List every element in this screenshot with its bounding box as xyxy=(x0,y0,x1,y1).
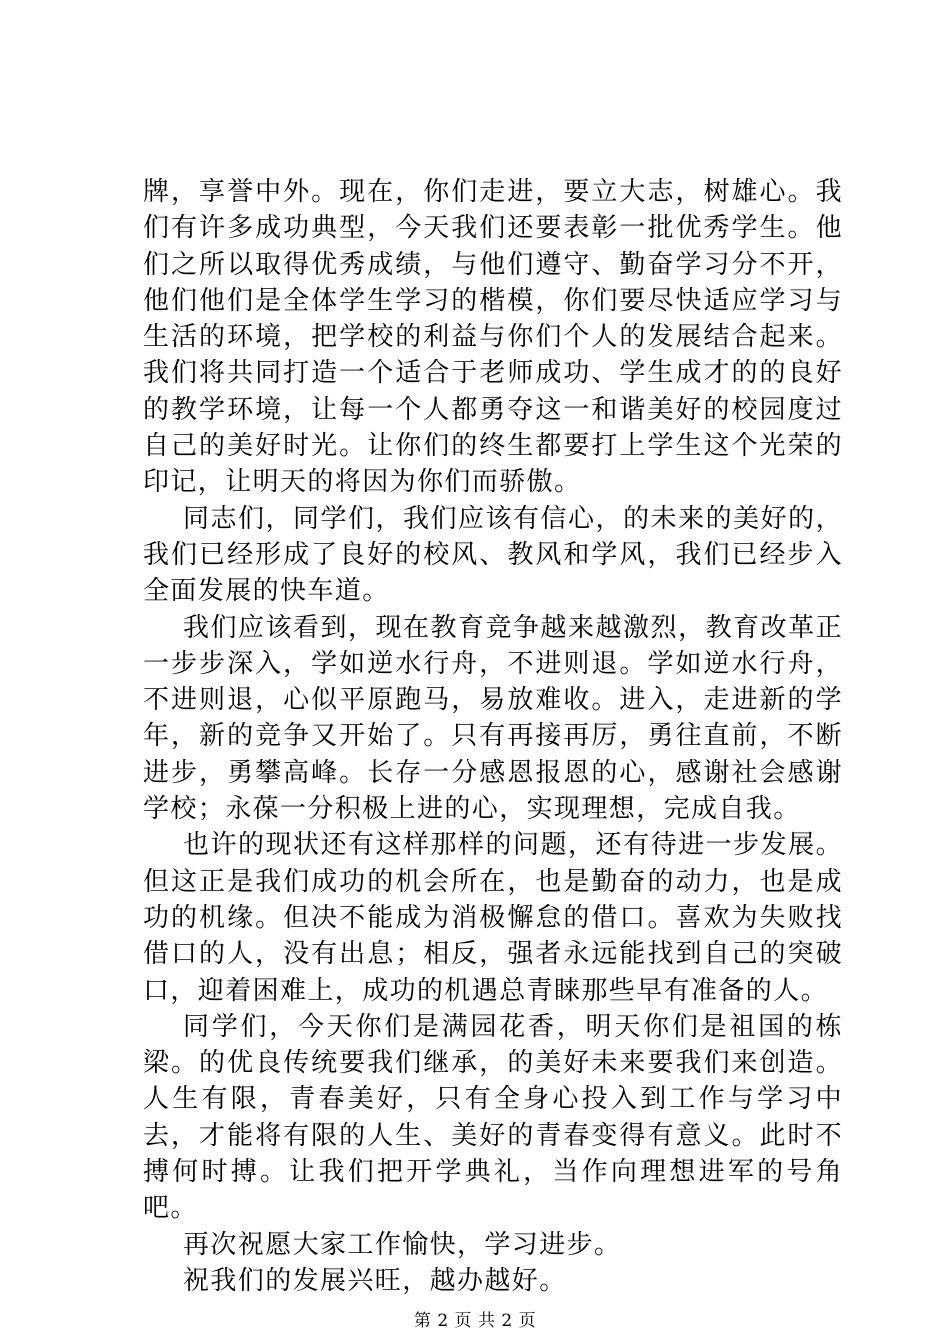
paragraph: 牌，享誉中外。现在，你们走进，要立大志，树雄心。我们有许多成功典型，今天我们还要表彰一批优秀学生。他们之所以取得优秀成绩，与他们遵守、勤奋学习分不开，他们他们是全体学生学习的楷模，你们要尽快适应学习与生活的环境，把学校的利益与你们个人的发展结合起来。我们将共同打造一个适合于老师成功、学生成才的的良好的教学环境，让每一个人都勇夺这一和谐美好的校园度过自己的美好时光。让你们的终生都要打上学生这个光荣的印记，让明天的将因为你们而骄傲。 xyxy=(143,177,843,498)
paragraph: 我们应该看到，现在教育竞争越来越激烈，教育改革正一步步深入，学如逆水行舟，不进则退。学如逆水行舟，不进则退，心似平原跑马，易放难收。进入，走进新的学年，新的竞争又开始了。只有再接再厉，勇往直前，不断进步，勇攀高峰。长存一分感恩报恩的心，感谢社会感谢学校；永葆一分积极上进的心，实现理想，完成自我。 xyxy=(143,612,843,825)
document-body xyxy=(143,174,843,1299)
paragraph: 同志们，同学们，我们应该有信心，的未来的美好的，我们已经形成了良好的校风、教风和学风，我们已经步入全面发展的快车道。 xyxy=(143,503,843,607)
paragraph: 也许的现状还有这样那样的问题，还有待进一步发展。但这正是我们成功的机会所在，也是勤奋的动力，也是成功的机缘。但决不能成为消极懈怠的借口。喜欢为失败找借口的人，没有出息；相反，强者永远能找到自己的突破口，迎着困难上，成功的机遇总青睐那些早有准备的人。 xyxy=(143,830,843,1006)
paragraph: 祝我们的发展兴旺，越办越好。 xyxy=(183,1265,567,1296)
page-number-footer: 第 2 页 共 2 页 xyxy=(413,1311,537,1331)
paragraph: 同学们，今天你们是满园花香，明天你们是祖国的栋梁。的优良传统要我们继承，的美好未来要我们来创造。人生有限，青春美好，只有全身心投入到工作与学习中去，才能将有限的人生、美好的青春变得有意义。此时不搏何时搏。让我们把开学典礼，当作向理想进军的号角吧。 xyxy=(143,1011,843,1224)
paragraph: 再次祝愿大家工作愉快，学习进步。 xyxy=(183,1229,622,1260)
